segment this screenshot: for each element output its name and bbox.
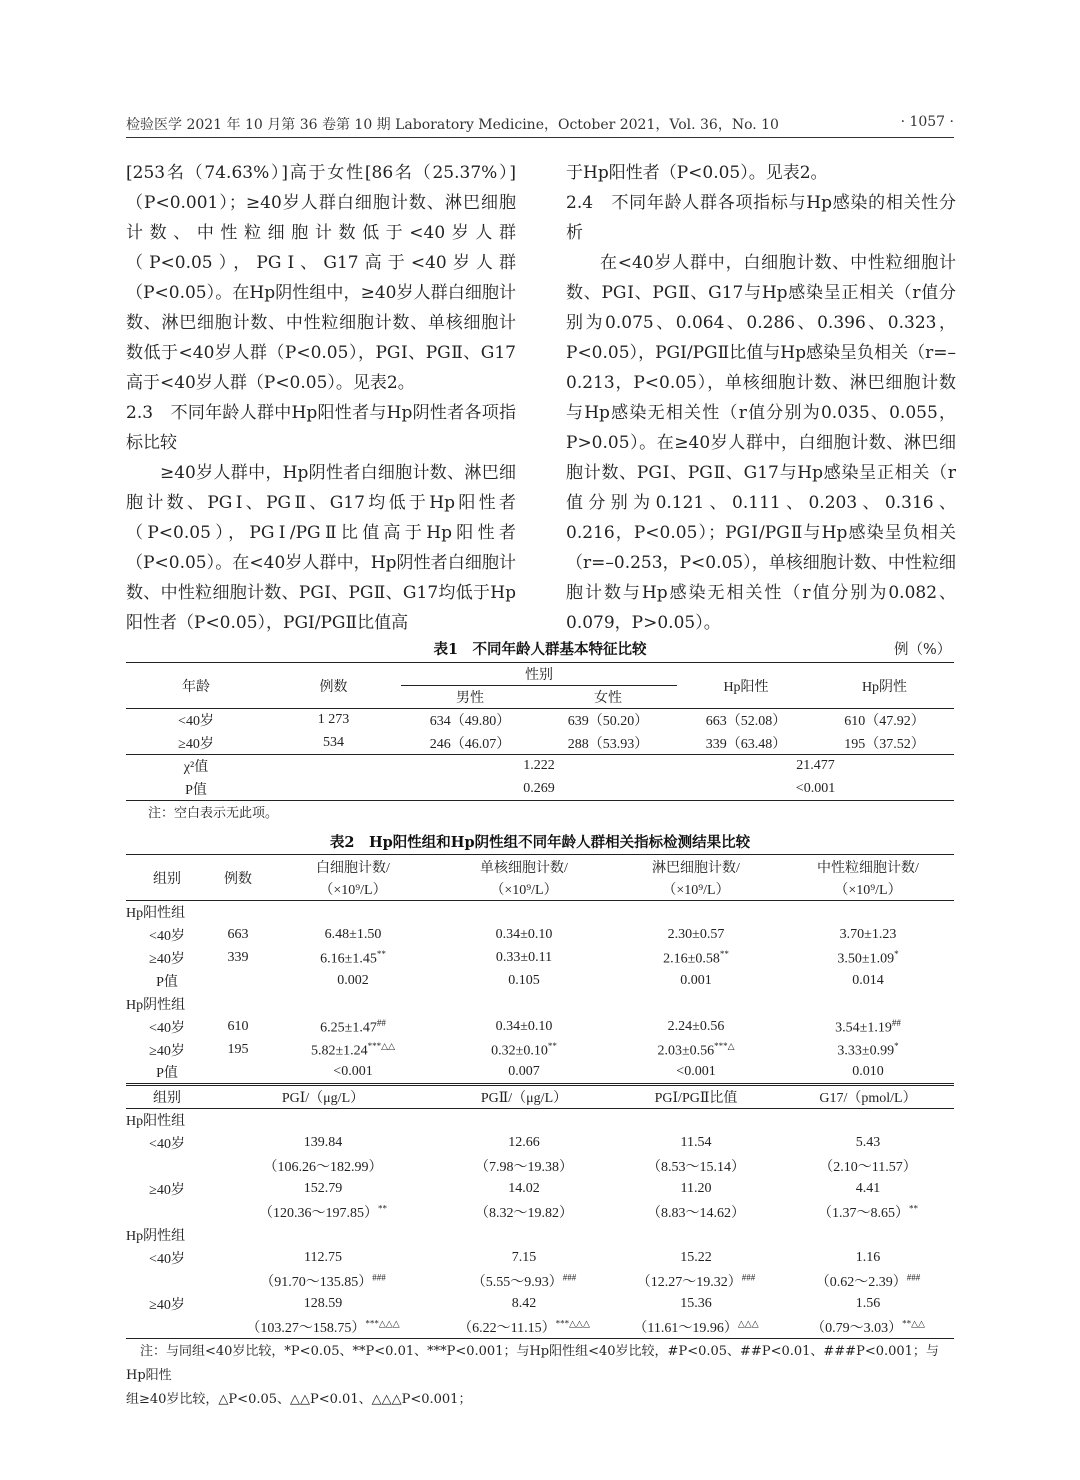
- t1-header-neg: Hp阴性: [815, 663, 954, 709]
- table1: [126, 662, 954, 801]
- t2-header-lym: 淋巴细胞计数/: [652, 860, 740, 876]
- t2-header-group: 组别: [126, 855, 208, 901]
- t2-header-neu: 中性粒细胞计数/: [817, 860, 919, 876]
- paragraph: 于Hp阳性者（P<0.05）。见表2。: [566, 163, 828, 183]
- left-column: [126, 158, 516, 638]
- table-row: ≥40岁 152.79 14.02 11.20 4.41: [149, 1181, 881, 1198]
- table2-note: 注：与同组<40岁比较，*P<0.05、**P<0.01、***P<0.001；与Hp阳性组<40岁比较，#P<0.05、##P<0.01、###P<0.001；与Hp阳性 组≥40岁比较，△P<0.05、△△P<0.01、△△△P<0.001；: [126, 1344, 939, 1407]
- t1-header-count: 例数: [266, 663, 401, 709]
- paragraph: 在<40岁人群中，白细胞计数、中性粒细胞计数、PGⅠ、PGⅡ、G17与Hp感染呈正相关（r值分别为0.075、0.064、0.286、0.396、0.323，P<0.05），PGⅠ/PGⅡ比值与Hp感染呈负相关（r=–0.213，P<0.05），单核细胞计数、淋巴细胞计数与Hp感染无相关性（r值分别为0.035、0.055，P>0.05）。在≥40岁人群中，白细胞计数、淋巴细胞计数、PGⅠ、PGⅡ、G17与Hp感染呈正相关（r值分别为0.121、0.111、0.203、0.316、0.216，P<0.05）；PGⅠ/PGⅡ与Hp感染呈负相关（r=–0.253，P<0.05），单核细胞计数、中性粒细胞计数与Hp感染无相关性（r值分别为0.082、0.079，P>0.05）。: [566, 253, 956, 633]
- table2: 组别 例数 白细胞计数/ 单核细胞计数/ 淋巴细胞计数/ 中性粒细胞计数/ （×10⁹/L） （×10⁹/L） （×10⁹/L） （×10⁹/L） Hp阳性组 <40岁 663 6.48±1.50 0.34±0.10 2.30±0.57 3.70±1.23 ≥40岁 339 6.16±1.45** 0.33±0.11 2.16±0.58** 3.50±1.09* P值 0.002 0.105 0.001 0.014 Hp阴性组 <40岁 610 6.25±1.47## 0.34±0.10 2.24±0.56 3.54±1.19## ≥40岁 195 5.82±1.24***△△ 0.32±0.10** 2.03±0.56***△ 3.33±0.99* P值 <0.001 0.007 <0.001 0.010 组别 PGⅠ/（μg/L） PGⅡ/（μg/L） PGⅠ/PGⅡ比值 G17/（pmol/L） Hp阳性组 <40岁 139.84 12.66 11.54 5.43 （106.26～182.99） （7.98～19.38） （8.53～15.14） （2.10～11.57） ≥40岁 152.79 14.02 11.20 4.41 （120.36～197.85）** （8.32～19.82） （8.83～14.62） （1.37～8.65）** Hp阴性组 <40岁 112.75 7.15 15.22 1.16 （91.70～135.85）### （5.55～9.93）### （12.27～19.32）### （0.62～2.39）### ≥40岁 128.59 8.42 15.36 1.56 （103.27～158.75）***△△△ （6.22～11.15）***△△△ （11.61～19.96）△△△ （0.79～3.03）**△△: [126, 854, 954, 1339]
- table-row: P值 <0.001 0.007 <0.001 0.010: [156, 1064, 884, 1082]
- t2b-header-pg2: PGⅡ/（μg/L）: [480, 1091, 568, 1106]
- table-row: <40岁 663 6.48±1.50 0.34±0.10 2.30±0.57 3.70±1.23: [149, 927, 897, 944]
- t1-header-sex: 性别: [401, 663, 677, 686]
- t2b-header-group: 组别: [153, 1091, 181, 1106]
- t1-header-male: 男性: [401, 686, 539, 709]
- section-heading-2-4: 2.4 不同年龄人群各项指标与Hp感染的相关性分析: [566, 193, 956, 243]
- t2-header-n: 例数: [208, 855, 268, 901]
- table-row: ≥40岁 128.59 8.42 15.36 1.56: [149, 1296, 881, 1313]
- t1-header-age: 年龄: [126, 663, 266, 709]
- paragraph: [253名（74.63%）]高于女性[86名（25.37%）]（P<0.001）；≥40岁人群白细胞计数、淋巴细胞计数、中性粒细胞计数低于<40岁人群（P<0.05），PGⅠ、G17高于<40岁人群（P<0.05）。在Hp阴性组中，≥40岁人群白细胞计数、淋巴细胞计数、中性粒细胞计数、单核细胞计数低于<40岁人群（P<0.05），PGⅠ、PGⅡ、G17高于<40岁人群（P<0.05）。见表2。: [126, 163, 517, 393]
- journal-info: 检验医学 2021 年 10 月第 36 卷第 10 期 Laboratory Medicine，October 2021，Vol. 36，No. 10: [126, 117, 779, 133]
- table2-caption: 表2 Hp阳性组和Hp阴性组不同年龄人群相关指标检测结果比较: [329, 834, 751, 851]
- t1-header-female: 女性: [539, 686, 677, 709]
- t2b-header-pg1: PGⅠ/（μg/L）: [281, 1091, 365, 1106]
- section-heading-2-3: 2.3 不同年龄人群中Hp阳性者与Hp阴性者各项指标比较: [126, 403, 516, 453]
- table-row: P值 0.269 <0.001: [126, 778, 954, 801]
- t2-header-wbc: 白细胞计数/: [316, 860, 390, 876]
- t2-header-mono: 单核细胞计数/: [480, 860, 568, 876]
- table-row: （91.70～135.85）### （5.55～9.93）### （12.27～19.32）### （0.62～2.39）###: [260, 1272, 921, 1290]
- t2b-header-ratio: PGⅠ/PGⅡ比值: [654, 1091, 738, 1106]
- table1-unit: 例（%）: [894, 642, 952, 658]
- table-row: <40岁 139.84 12.66 11.54 5.43: [149, 1135, 881, 1152]
- table-row: ≥40岁 534 246（46.07） 288（53.93） 339（63.48） 195（37.52）: [126, 732, 954, 755]
- running-header: [126, 112, 954, 136]
- table-row: <40岁 112.75 7.15 15.22 1.16: [149, 1250, 881, 1267]
- group-label-row: Hp阴性组: [126, 1229, 186, 1244]
- right-column: [566, 158, 956, 638]
- table-row: χ²值 1.222 21.477: [183, 758, 835, 776]
- table-row: （120.36～197.85）** （8.32～19.82） （8.83～14.62） （1.37～8.65）**: [259, 1203, 918, 1221]
- table-row: P值 0.002 0.105 0.001 0.014: [156, 973, 884, 990]
- table-row: （103.27～158.75）***△△△ （6.22～11.15）***△△△ （11.61～19.96）△△△ （0.79～3.03）**△△: [126, 1316, 954, 1339]
- t1-header-pos: Hp阳性: [677, 663, 815, 709]
- group-label-row: Hp阴性组: [126, 998, 186, 1013]
- group-label-row: Hp阳性组: [126, 906, 186, 922]
- table-row: ≥40岁 339 6.16±1.45** 0.33±0.11 2.16±0.58** 3.50±1.09*: [149, 948, 899, 967]
- table1-note: 注：空白表示无此项。: [148, 806, 279, 821]
- table1-caption: 表1 不同年龄人群基本特征比较: [433, 641, 647, 658]
- paragraph: ≥40岁人群中，Hp阴性者白细胞计数、淋巴细胞计数、PGⅠ、PGⅡ、G17均低于Hp阳性者（P<0.05），PGⅠ/PGⅡ比值高于Hp阳性者（P<0.05）。在<40岁人群中，Hp阴性者白细胞计数、中性粒细胞计数、PGⅠ、PGⅡ、G17均低于Hp阳性者（P<0.05），PGⅠ/PGⅡ比值高: [126, 463, 516, 633]
- page-number: · 1057 ·: [900, 114, 954, 130]
- group-label-row: Hp阳性组: [126, 1114, 186, 1130]
- header-rule: [126, 137, 954, 138]
- t2b-header-g17: G17/（pmol/L）: [819, 1091, 917, 1106]
- table-row: （106.26～182.99） （7.98～19.38） （8.53～15.14） （2.10～11.57）: [263, 1160, 917, 1175]
- table-row: ≥40岁 195 5.82±1.24***△△ 0.32±0.10** 2.03±0.56***△ 3.33±0.99*: [149, 1040, 899, 1059]
- table-row: <40岁 610 6.25±1.47## 0.34±0.10 2.24±0.56 3.54±1.19##: [149, 1017, 901, 1036]
- table-row: <40岁 1 273 634（49.80） 639（50.20） 663（52.08） 610（47.92）: [178, 712, 925, 730]
